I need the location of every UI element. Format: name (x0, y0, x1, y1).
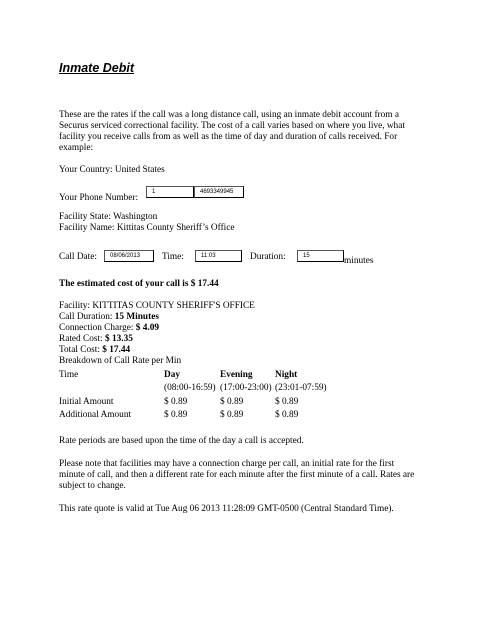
note-charges-line-2: minute of call, and then a different rate for each minute after the first minute of a call. Rates are (59, 470, 415, 480)
rate-header-evening: Evening (220, 370, 253, 380)
call-duration-unit: minutes (344, 256, 374, 266)
note-rate-periods: Rate periods are based upon the time of the day a call is accepted. (59, 436, 304, 446)
country-value: United States (114, 165, 165, 175)
table-row-label: Additional Amount (59, 410, 132, 420)
table-cell: $ 0.89 (275, 397, 299, 407)
summary-rated-label: Rated Cost: (59, 334, 103, 344)
breakdown-title: Breakdown of Call Rate per Min (59, 356, 182, 366)
summary-connection-label: Connection Charge: (59, 323, 134, 333)
summary-total-label: Total Cost: (59, 345, 100, 355)
facility-state-label: Facility State: (59, 212, 111, 222)
rate-header-time: Time (59, 370, 79, 380)
summary-facility (59, 301, 255, 312)
summary-total-value: $ 17.44 (102, 345, 131, 355)
summary-duration-label: Call Duration: (59, 312, 113, 322)
table-cell: $ 0.89 (220, 410, 244, 420)
rate-period-night: (23:01-07:59) (275, 383, 327, 393)
rate-header-day: Day (164, 370, 181, 380)
note-charges-line-3: subject to change. (59, 481, 126, 491)
intro-line-4: example: (59, 143, 94, 153)
summary-total (59, 345, 130, 356)
summary-duration-value: 15 Minutes (114, 312, 159, 322)
table-cell: $ 0.89 (220, 397, 244, 407)
facility-name-row (59, 223, 235, 234)
intro-line-2: Securus serviced correctional facility. The cost of a call varies based on where you live, what (59, 121, 405, 131)
table-row-label: Initial Amount (59, 397, 114, 407)
phone-label: Your Phone Number: (59, 193, 139, 203)
summary-rated (59, 334, 133, 345)
call-date-label: Call Date: (59, 252, 97, 262)
rate-period-evening: (17:00-23:00) (220, 383, 272, 393)
table-cell: $ 0.89 (275, 410, 299, 420)
table-cell: $ 0.89 (164, 397, 188, 407)
rate-period-day: (08:00-16:59) (164, 383, 216, 393)
intro-line-3: facility you receive calls from as well as the time of day and duration of calls received. For (59, 132, 398, 142)
call-date-field[interactable]: 08/06/2013 (104, 250, 154, 262)
country-label: Your Country: (59, 165, 113, 175)
note-charges-line-1: Please note that facilities may have a connection charge per call, an initial rate for the first (59, 459, 395, 469)
table-cell: $ 0.89 (164, 410, 188, 420)
summary-connection-value: $ 4.09 (135, 323, 160, 333)
facility-name-value: Kittitas County Sheriff’s Office (116, 223, 235, 233)
phone-prefix-field[interactable]: 1 (146, 186, 194, 198)
quote-validity: This rate quote is valid at Tue Aug 06 2013 11:28:09 GMT-0500 (Central Standard Time). (59, 504, 394, 514)
intro-line-1: These are the rates if the call was a long distance call, using an inmate debit account from a (59, 110, 399, 120)
facility-name-label: Facility Name: (59, 223, 115, 233)
call-duration-field[interactable]: 15 (297, 250, 344, 262)
page-title: Inmate Debit (59, 61, 135, 75)
facility-state-value: Washington (113, 212, 158, 222)
phone-number-field[interactable]: 4693349945 (194, 186, 244, 198)
rate-header-night: Night (275, 370, 298, 380)
facility-state-row (59, 212, 157, 223)
country-row (59, 165, 165, 176)
summary-facility-label: Facility: (59, 301, 90, 311)
summary-connection (59, 323, 159, 334)
summary-facility-value: KITTITAS COUNTY SHERIFF'S OFFICE (92, 301, 255, 311)
call-time-label: Time: (162, 252, 184, 262)
summary-duration (59, 312, 159, 323)
call-duration-label: Duration: (250, 252, 286, 262)
call-time-field[interactable]: 11:03 (195, 250, 242, 262)
summary-rated-value: $ 13.35 (104, 334, 133, 344)
estimated-cost: The estimated cost of your call is $ 17.44 (59, 279, 219, 289)
